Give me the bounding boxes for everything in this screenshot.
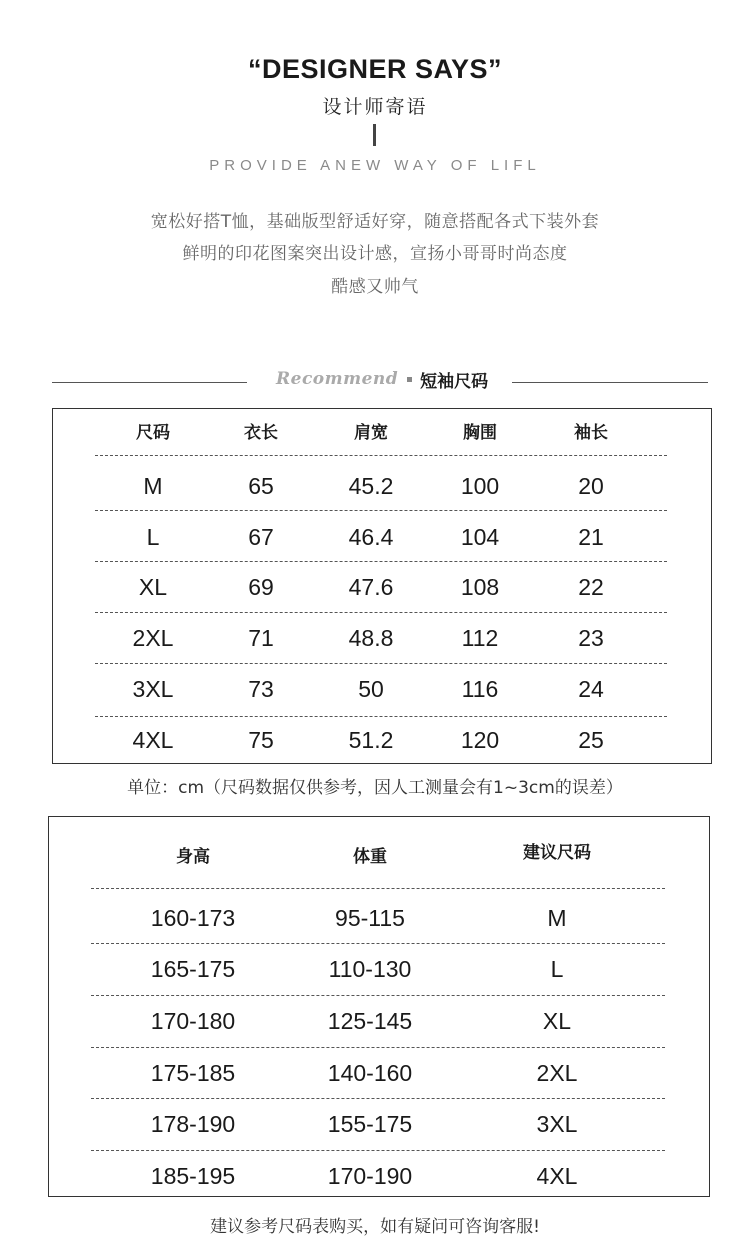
section-divider-left [52,382,247,383]
table-cell: 25 [578,727,604,753]
table-cell: 100 [460,473,500,499]
table-cell: 110-130 [328,956,412,982]
column-header: 衣长 [244,423,278,443]
row-divider [95,612,667,613]
row-divider [91,995,665,996]
table-cell: 112 [461,625,499,651]
table-cell: 20 [578,473,604,499]
table-cell: 2XL [536,1060,578,1086]
column-header: 袖长 [574,423,608,443]
section-divider-right [512,382,708,383]
row-divider [95,561,667,562]
table-cell: 73 [248,676,274,702]
column-header: 建议尺码 [523,843,591,863]
size-recommendation-table [48,816,710,1197]
table-cell: 108 [460,574,500,600]
description-line: 酷感又帅气 [331,277,419,297]
designer-says-title: “DESIGNER SAYS” [247,54,503,84]
recommend-script-text: Recommend [276,369,399,389]
table-cell: 22 [578,574,604,600]
row-divider [91,1047,665,1048]
table-cell: L [146,524,160,550]
row-divider [91,1098,665,1099]
table-cell: 3XL [132,676,174,702]
table-cell: 47.6 [348,574,394,600]
row-divider [95,663,667,664]
table-cell: 65 [248,473,274,499]
table-cell: 71 [248,625,274,651]
table-cell: 120 [460,727,500,753]
table-cell: 69 [248,574,274,600]
table-cell: 160-173 [150,905,236,931]
table-cell: L [550,956,564,982]
table-cell: 178-190 [150,1111,236,1137]
table-cell: 51.2 [348,727,394,753]
unit-note: 单位：cm（尺码数据仅供参考，因人工测量会有1~3cm的误差） [127,778,623,798]
row-divider [91,943,665,944]
table-cell: 4XL [132,727,174,753]
table-cell: 2XL [132,625,174,651]
tagline: PROVIDE ANEW WAY OF LIFL [209,157,541,174]
table-cell: 24 [578,676,604,702]
table-cell: M [143,473,163,499]
size-chart-table [52,408,712,764]
table-cell: 165-175 [150,956,236,982]
table-cell: 67 [248,524,274,550]
table-cell: XL [138,574,168,600]
table-cell: 23 [578,625,604,651]
row-divider [95,510,667,511]
table-cell: 116 [461,676,499,702]
table-cell: XL [542,1008,572,1034]
table-cell: 3XL [536,1111,578,1137]
column-header: 身高 [176,847,210,867]
section-heading [276,366,488,392]
table-cell: 185-195 [150,1163,236,1189]
row-divider [91,1150,665,1151]
description-line: 宽松好搭T恤，基础版型舒适好穿，随意搭配各式下装外套 [150,212,600,232]
table-cell: 46.4 [348,524,394,550]
row-divider [95,716,667,717]
table-cell: 95-115 [335,905,405,931]
column-header: 体重 [353,847,387,867]
vertical-divider [373,124,376,146]
footer-note: 建议参考尺码表购买，如有疑问可咨询客服! [210,1217,540,1237]
section-title: 短袖尺码 [420,371,489,392]
table-cell: 125-145 [327,1008,413,1034]
table-cell: 21 [578,524,604,550]
table-cell: 4XL [536,1163,578,1189]
table-cell: 45.2 [348,473,394,499]
column-header: 尺码 [136,423,170,443]
designer-says-subtitle: 设计师寄语 [322,96,428,118]
row-divider [95,455,667,456]
row-divider [91,888,665,889]
table-cell: M [547,905,567,931]
table-cell: 170-190 [327,1163,413,1189]
description-line: 鲜明的印花图案突出设计感，宣扬小哥哥时尚态度 [182,244,568,264]
table-cell: 140-160 [327,1060,413,1086]
table-cell: 50 [358,676,384,702]
column-header: 胸围 [463,423,497,443]
table-cell: 48.8 [348,625,394,651]
table-cell: 170-180 [150,1008,236,1034]
table-cell: 104 [460,524,500,550]
table-cell: 75 [248,727,274,753]
section-bullet [407,377,412,382]
column-header: 肩宽 [354,423,388,443]
table-cell: 155-175 [327,1111,413,1137]
table-cell: 175-185 [150,1060,236,1086]
